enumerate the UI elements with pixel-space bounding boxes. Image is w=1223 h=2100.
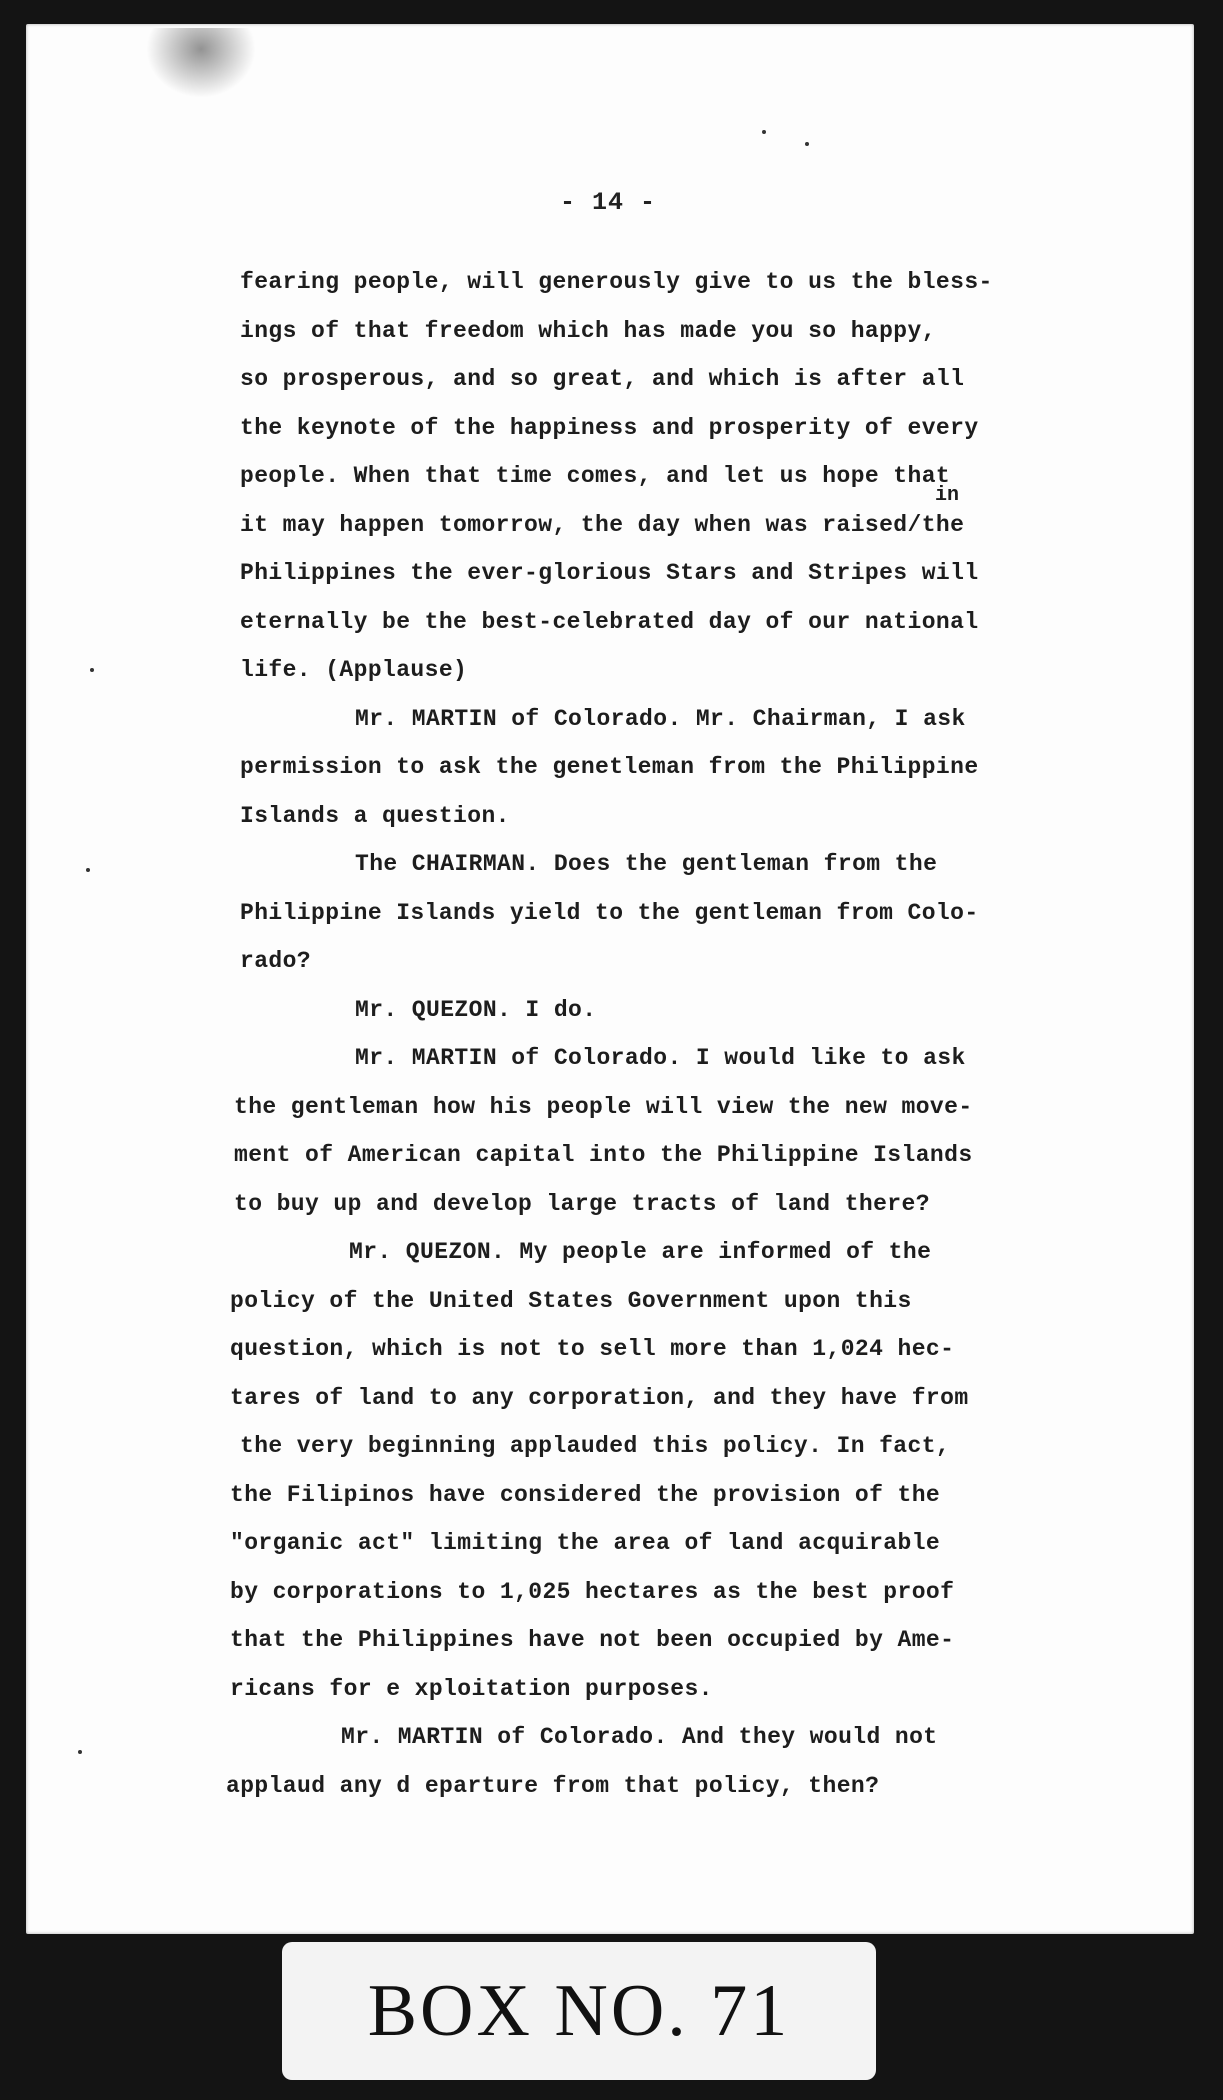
text-line: eternally be the best-celebrated day of our national bbox=[240, 608, 979, 635]
text-line: Philippines the ever-glorious Stars and Stripes will bbox=[240, 560, 979, 586]
text-line: fearing people, will generously give to us the bless- bbox=[240, 269, 993, 295]
text-line: rado? bbox=[240, 948, 312, 974]
speaker-line: The CHAIRMAN. Does the gentleman from the bbox=[355, 851, 938, 877]
text-line: tares of land to any corporation, and they have from bbox=[230, 1384, 969, 1411]
text-line: question, which is not to sell more than 1,024 hec- bbox=[230, 1336, 955, 1362]
paper-speck bbox=[86, 868, 90, 872]
text-line: the very beginning applauded this policy. In fact, bbox=[240, 1433, 951, 1459]
text-line: the keynote of the happiness and prosperity of every bbox=[240, 414, 979, 441]
text-line: to buy up and develop large tracts of land there? bbox=[234, 1190, 930, 1217]
speaker-line: Mr. QUEZON. My people are informed of the bbox=[349, 1239, 932, 1265]
text-line: people. When that time comes, and let us hope that bbox=[240, 463, 951, 489]
text-line: ricans for e xploitation purposes. bbox=[230, 1675, 713, 1702]
paper-speck bbox=[805, 142, 809, 146]
text-line: permission to ask the genetleman from the Philippine bbox=[240, 754, 979, 780]
text-line: it may happen tomorrow, the day when was raised/the bbox=[240, 511, 965, 538]
page-number: - 14 - bbox=[560, 188, 657, 217]
text-line: "organic act" limiting the area of land acquirable bbox=[230, 1530, 941, 1556]
text-line: by corporations to 1,025 hectares as the best proof bbox=[230, 1578, 955, 1605]
text-line: ings of that freedom which has made you so happy, bbox=[240, 317, 936, 344]
paper-speck bbox=[90, 668, 94, 672]
text-line: that the Philippines have not been occupied by Ame- bbox=[230, 1627, 955, 1653]
text-line: Islands a question. bbox=[240, 802, 510, 829]
text-line: ment of American capital into the Philippine Islands bbox=[234, 1142, 973, 1168]
text-line: applaud any d eparture from that policy, then? bbox=[226, 1772, 880, 1799]
text-line: life. (Applause) bbox=[240, 657, 468, 683]
paper-speck bbox=[78, 1750, 82, 1754]
box-number-label bbox=[282, 1942, 876, 2080]
speaker-line: Mr. MARTIN of Colorado. Mr. Chairman, I ask bbox=[355, 705, 966, 732]
paper-speck bbox=[762, 130, 766, 134]
box-number-text: BOX NO. 71 bbox=[367, 1969, 791, 2052]
text-line: Philippine Islands yield to the gentleman from Colo- bbox=[240, 899, 979, 926]
text-line: the gentleman how his people will view the new move- bbox=[234, 1093, 973, 1120]
text-line: policy of the United States Government upon this bbox=[230, 1287, 912, 1314]
speaker-line: Mr. QUEZON. I do. bbox=[355, 996, 597, 1023]
transcript-body bbox=[226, 258, 1050, 1810]
text-line: the Filipinos have considered the provision of the bbox=[230, 1481, 941, 1508]
interlinear-insert: in bbox=[935, 484, 960, 507]
speaker-line: Mr. MARTIN of Colorado. And they would not bbox=[341, 1724, 938, 1750]
text-line: so prosperous, and so great, and which is after all bbox=[240, 366, 965, 392]
speaker-line: Mr. MARTIN of Colorado. I would like to ask bbox=[355, 1045, 966, 1071]
